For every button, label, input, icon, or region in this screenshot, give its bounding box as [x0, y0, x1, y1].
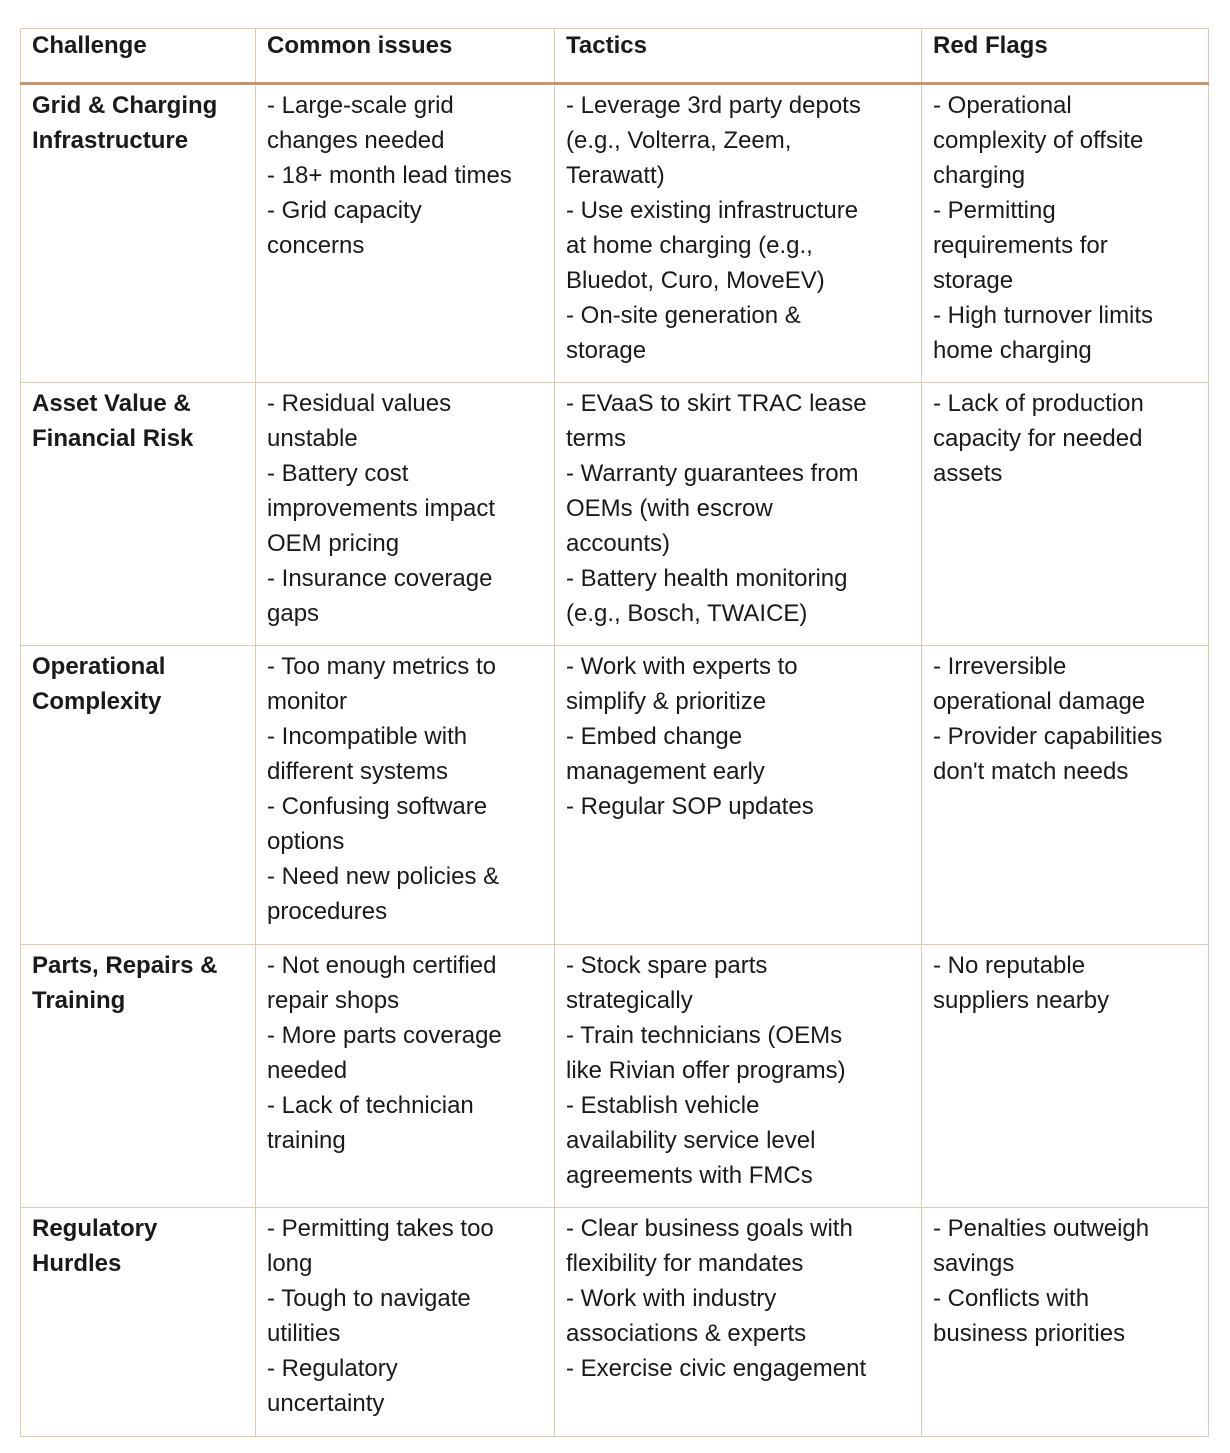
issue-line: - Regulatory — [267, 1355, 398, 1382]
tactic-line: Bluedot, Curo, MoveEV) — [566, 267, 825, 294]
tactic-line: - Work with industry — [566, 1285, 777, 1312]
issue-line: - Residual values — [267, 390, 452, 417]
red-flag-line: - No reputable — [933, 952, 1086, 979]
challenge-cell — [21, 84, 256, 383]
issue-line: repair shops — [267, 987, 400, 1014]
red-flag-line: - Irreversible — [933, 653, 1067, 680]
issue-line: OEM pricing — [267, 530, 400, 557]
challenge-cell — [21, 383, 256, 646]
tactic-line: - On-site generation & — [566, 302, 801, 329]
tactic-line: - Use existing infrastructure — [566, 197, 859, 224]
issue-line: - Need new policies & — [267, 863, 500, 890]
header-common-issues: Common issues — [256, 29, 555, 84]
challenge-cell — [21, 646, 256, 945]
issues-cell — [256, 945, 555, 1208]
red-flag-line: charging — [933, 162, 1026, 189]
challenge-line: Asset Value & — [32, 390, 191, 417]
issue-line: improvements impact — [267, 495, 496, 522]
tactics-cell — [555, 84, 922, 383]
tactic-line: at home charging (e.g., — [566, 232, 813, 259]
tactic-line: (e.g., Volterra, Zeem, — [566, 127, 792, 154]
tactics-cell — [555, 646, 922, 945]
tactic-line: agreements with FMCs — [566, 1162, 813, 1189]
tactics-cell — [555, 383, 922, 646]
tactic-line: - Establish vehicle — [566, 1092, 760, 1119]
issue-line: - Too many metrics to — [267, 653, 496, 680]
tactic-line: - Stock spare parts — [566, 952, 768, 979]
issue-line: - Tough to navigate — [267, 1285, 471, 1312]
issue-line: - Not enough certified — [267, 952, 497, 979]
red-flags-cell — [922, 1208, 1209, 1437]
tactic-line: - Clear business goals with — [566, 1215, 853, 1242]
issues-cell — [256, 383, 555, 646]
issue-line: options — [267, 828, 345, 855]
tactic-line: flexibility for mandates — [566, 1250, 804, 1277]
header-tactics: Tactics — [555, 29, 922, 84]
issue-line: long — [267, 1250, 313, 1277]
issue-line: - Incompatible with — [267, 723, 468, 750]
tactic-line: terms — [566, 425, 626, 452]
table-row — [21, 84, 1209, 383]
issue-line: - Lack of technician — [267, 1092, 474, 1119]
issue-line: - Permitting takes too — [267, 1215, 494, 1242]
red-flag-line: - Conflicts with — [933, 1285, 1090, 1312]
issue-line: - Battery cost — [267, 460, 409, 487]
table-body — [21, 84, 1209, 1437]
red-flag-line: operational damage — [933, 688, 1146, 715]
tactic-line: - Battery health monitoring — [566, 565, 848, 592]
tactic-line: strategically — [566, 987, 693, 1014]
red-flag-line: business priorities — [933, 1320, 1126, 1347]
red-flag-line: - Permitting — [933, 197, 1056, 224]
red-flag-line: - Operational — [933, 92, 1072, 119]
table-row — [21, 945, 1209, 1208]
tactic-line: simplify & prioritize — [566, 688, 767, 715]
issue-line: utilities — [267, 1320, 341, 1347]
red-flag-line: capacity for needed — [933, 425, 1143, 452]
header-challenge: Challenge — [21, 29, 256, 84]
red-flag-line: complexity of offsite — [933, 127, 1144, 154]
issue-line: monitor — [267, 688, 348, 715]
table-row — [21, 383, 1209, 646]
tactic-line: - Regular SOP updates — [566, 793, 814, 820]
header-row — [21, 29, 1209, 84]
issue-line: procedures — [267, 898, 388, 925]
red-flag-line: - Penalties outweigh — [933, 1215, 1150, 1242]
challenge-line: Parts, Repairs & — [32, 952, 218, 979]
challenge-line: Hurdles — [32, 1250, 122, 1277]
challenges-table — [20, 28, 1209, 1437]
red-flag-line: assets — [933, 460, 1003, 487]
header-red-flags: Red Flags — [922, 29, 1209, 84]
challenge-line: Grid & Charging — [32, 92, 218, 119]
challenge-cell — [21, 1208, 256, 1437]
issue-line: - Large-scale grid — [267, 92, 454, 119]
challenge-line: Operational — [32, 653, 166, 680]
table-row — [21, 646, 1209, 945]
red-flag-line: home charging — [933, 337, 1092, 364]
red-flag-line: suppliers nearby — [933, 987, 1110, 1014]
issue-line: concerns — [267, 232, 365, 259]
tactic-line: like Rivian offer programs) — [566, 1057, 846, 1084]
issue-line: - More parts coverage — [267, 1022, 502, 1049]
tactic-line: - Leverage 3rd party depots — [566, 92, 861, 119]
red-flags-cell — [922, 383, 1209, 646]
red-flags-cell — [922, 646, 1209, 945]
issues-cell — [256, 646, 555, 945]
challenge-line: Training — [32, 987, 126, 1014]
tactic-line: availability service level — [566, 1127, 816, 1154]
issue-line: - 18+ month lead times — [267, 162, 512, 189]
tactic-line: (e.g., Bosch, TWAICE) — [566, 600, 808, 627]
tactic-line: OEMs (with escrow — [566, 495, 773, 522]
red-flag-line: don't match needs — [933, 758, 1129, 785]
red-flag-line: - High turnover limits — [933, 302, 1154, 329]
challenge-line: Regulatory — [32, 1215, 158, 1242]
tactic-line: - Work with experts to — [566, 653, 798, 680]
challenge-line: Complexity — [32, 688, 162, 715]
tactic-line: - Embed change — [566, 723, 743, 750]
red-flags-cell — [922, 84, 1209, 383]
issue-line: - Insurance coverage — [267, 565, 493, 592]
challenge-line: Financial Risk — [32, 425, 194, 452]
red-flag-line: requirements for — [933, 232, 1108, 259]
issues-cell — [256, 84, 555, 383]
tactics-cell — [555, 1208, 922, 1437]
issue-line: changes needed — [267, 127, 445, 154]
tactic-line: accounts) — [566, 530, 671, 557]
issue-line: - Grid capacity — [267, 197, 422, 224]
issue-line: different systems — [267, 758, 448, 785]
issues-cell — [256, 1208, 555, 1437]
issue-line: training — [267, 1127, 346, 1154]
tactic-line: - Warranty guarantees from — [566, 460, 859, 487]
red-flag-line: - Provider capabilities — [933, 723, 1163, 750]
tactic-line: - EVaaS to skirt TRAC lease — [566, 390, 867, 417]
challenge-cell — [21, 945, 256, 1208]
issue-line: unstable — [267, 425, 358, 452]
issue-line: uncertainty — [267, 1390, 385, 1417]
tactic-line: management early — [566, 758, 765, 785]
issue-line: - Confusing software — [267, 793, 488, 820]
tactics-cell — [555, 945, 922, 1208]
challenge-line: Infrastructure — [32, 127, 189, 154]
tactic-line: - Exercise civic engagement — [566, 1355, 867, 1382]
red-flag-line: savings — [933, 1250, 1015, 1277]
issue-line: gaps — [267, 600, 320, 627]
issue-line: needed — [267, 1057, 348, 1084]
tactic-line: associations & experts — [566, 1320, 807, 1347]
tactic-line: Terawatt) — [566, 162, 665, 189]
red-flag-line: - Lack of production — [933, 390, 1144, 417]
red-flag-line: storage — [933, 267, 1014, 294]
red-flags-cell — [922, 945, 1209, 1208]
tactic-line: storage — [566, 337, 647, 364]
table-row — [21, 1208, 1209, 1437]
tactic-line: - Train technicians (OEMs — [566, 1022, 843, 1049]
